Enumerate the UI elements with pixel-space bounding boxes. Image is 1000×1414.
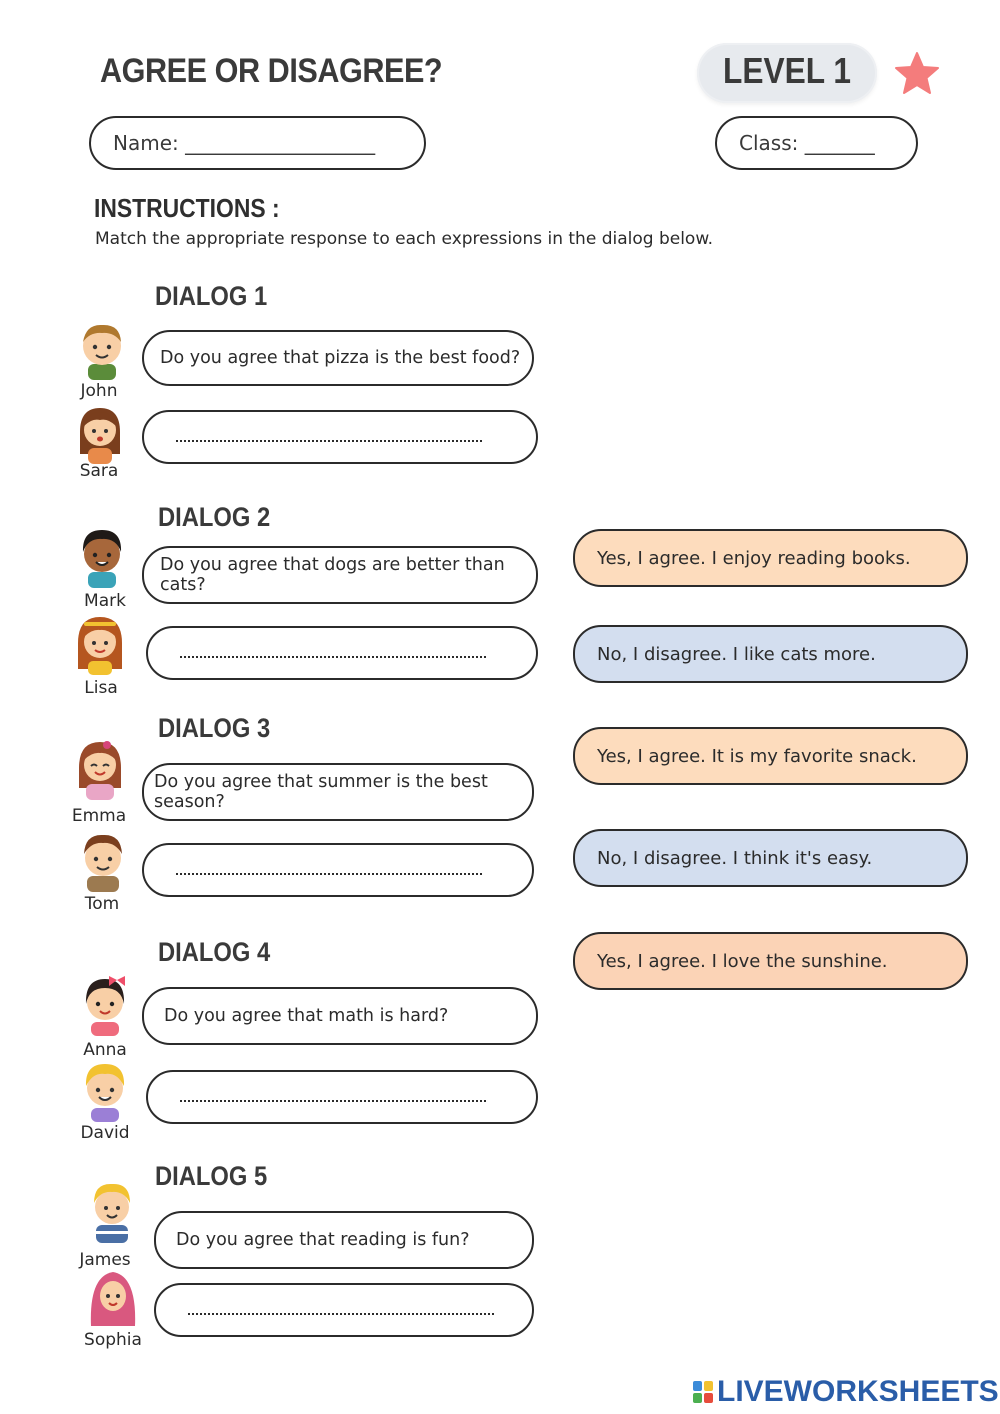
question-bubble: Do you agree that pizza is the best food? xyxy=(142,330,534,386)
question-bubble: Do you agree that summer is the best season? xyxy=(142,763,534,821)
child-avatar-icon xyxy=(76,318,128,380)
answer-dotted-line xyxy=(180,1100,486,1102)
speaker-name: Mark xyxy=(84,591,126,611)
child-avatar-icon xyxy=(87,1268,139,1330)
speaker-name: Anna xyxy=(83,1040,127,1060)
answer-option[interactable] xyxy=(573,529,968,587)
question-bubble: Do you agree that math is hard? xyxy=(142,987,538,1045)
answer-option[interactable] xyxy=(573,625,968,683)
speaker-name: Tom xyxy=(84,894,120,914)
answer-option-label: Yes, I agree. I love the sunshine. xyxy=(597,950,888,972)
child-avatar-icon xyxy=(86,1181,138,1243)
speaker-name: James xyxy=(79,1250,131,1270)
answer-option-label: No, I disagree. I like cats more. xyxy=(597,643,876,665)
dialog-1-heading: DIALOG 1 xyxy=(155,281,268,311)
answer-dotted-line xyxy=(188,1313,494,1315)
liveworksheets-logo-icon xyxy=(693,1381,713,1403)
question-bubble: Do you agree that reading is fun? xyxy=(154,1211,534,1269)
question-bubble: Do you agree that dogs are better than cats? xyxy=(142,546,538,604)
child-avatar-icon xyxy=(76,526,128,588)
star-icon xyxy=(893,50,941,98)
speaker-name: David xyxy=(80,1123,130,1143)
answer-blank[interactable] xyxy=(142,410,538,464)
answer-option-label: No, I disagree. I think it's easy. xyxy=(597,847,873,869)
name-field[interactable]: Name: ___________________ xyxy=(89,116,426,170)
answer-dotted-line xyxy=(176,873,482,875)
child-avatar-icon xyxy=(79,1060,131,1122)
answer-option[interactable] xyxy=(573,932,968,990)
child-avatar-icon xyxy=(74,402,126,464)
child-avatar-icon xyxy=(74,613,126,675)
answer-dotted-line xyxy=(176,440,482,442)
instructions-text: Match the appropriate response to each expressions in the dialog below. xyxy=(95,229,714,249)
dialog-4-heading: DIALOG 4 xyxy=(158,937,271,967)
answer-blank[interactable] xyxy=(146,626,538,680)
answer-blank[interactable] xyxy=(154,1283,534,1337)
speaker-name: Sara xyxy=(79,461,119,481)
child-avatar-icon xyxy=(79,974,131,1036)
answer-blank[interactable] xyxy=(146,1070,538,1124)
page-title: AGREE OR DISAGREE? xyxy=(100,52,443,90)
speaker-name: Emma xyxy=(71,806,127,826)
answer-option[interactable] xyxy=(573,829,968,887)
class-field[interactable]: Class: _______ xyxy=(715,116,918,170)
instructions-heading: INSTRUCTIONS : xyxy=(94,193,280,223)
level-label: LEVEL 1 xyxy=(723,50,851,91)
answer-option[interactable] xyxy=(573,727,968,785)
logo-text: LIVEWORKSHEETS xyxy=(717,1375,999,1408)
answer-option-label: Yes, I agree. I enjoy reading books. xyxy=(597,547,911,569)
dialog-2-heading: DIALOG 2 xyxy=(158,502,271,532)
speaker-name: Sophia xyxy=(84,1330,142,1350)
child-avatar-icon xyxy=(77,830,129,892)
dialog-3-heading: DIALOG 3 xyxy=(158,713,271,743)
child-avatar-icon xyxy=(74,738,126,800)
answer-blank[interactable] xyxy=(142,843,534,897)
speaker-name: Lisa xyxy=(84,678,118,698)
liveworksheets-logo[interactable] xyxy=(693,1375,999,1409)
speaker-name: John xyxy=(80,381,118,401)
dialog-5-heading: DIALOG 5 xyxy=(155,1161,268,1191)
answer-dotted-line xyxy=(180,656,486,658)
answer-option-label: Yes, I agree. It is my favorite snack. xyxy=(597,745,917,767)
